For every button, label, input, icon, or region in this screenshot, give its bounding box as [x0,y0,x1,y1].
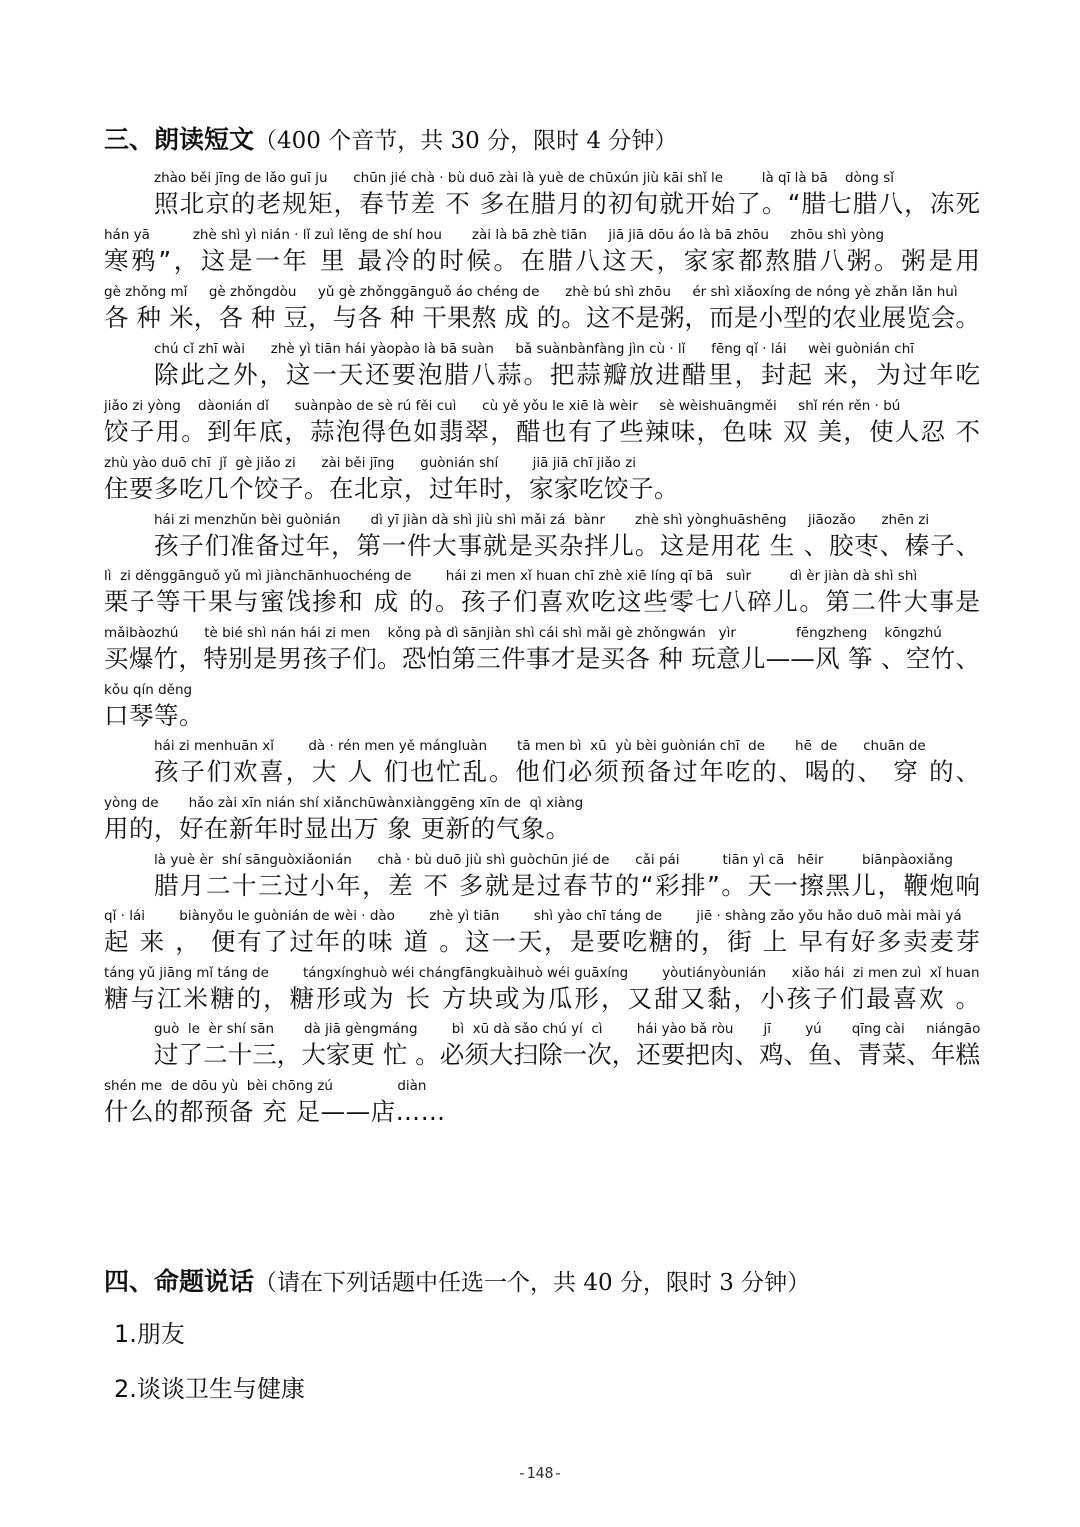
pinyin-row: yòng de hǎo zài xīn nián shí xiǎnchūwànxiànggēng xīn de qì xiàng [104,795,584,811]
section-3-heading [104,120,677,156]
pinyin-row: hái zi menhuān xǐ dà · rén men yě mángluàn tā men bì xū yù bèi guònián chī de hē de chuān de [154,738,926,754]
pinyin-row: hán yā zhè shì yì nián · lǐ zuì lěng de shí hou zài là bā zhè tiān jiā jiā dōu áo là bā zhōu zhōu shì yòng [104,227,885,243]
hanzi-row: 用的，好在新年时显出万 象 更新的气象。 [104,814,571,843]
pinyin-row: táng yǔ jiāng mǐ táng de tángxínghuò wéi chángfāngkuàihuò wéi guāxíng yòutiányòunián xiǎo hái zi men zuì xǐ huan [104,965,980,981]
hanzi-row: 过了二十三，大家更 忙 。必须大扫除一次，还要把肉、鸡、鱼、青菜、年糕 [154,1040,980,1069]
pinyin-row: jiǎo zi yòng dàonián dǐ suànpào de sè rú fěi cuì cù yě yǒu le xiē là wèir sè wèishuāngměi shǐ rén rěn · bú [104,398,901,414]
pinyin-row: là yuè èr shí sānguòxiǎonián chà · bù duō jiù shì guòchūn jié de cǎi pái tiān yì cā hēir biānpàoxiǎng [154,852,953,868]
pinyin-row: gè zhǒng mǐ gè zhǒngdòu yǔ gè zhǒnggānguǒ áo chéng de zhè bú shì zhōu ér shì xiǎoxíng de nóng yè zhǎn lǎn huì [104,284,958,300]
pinyin-row: lì zi děnggānguǒ yǔ mì jiànchānhuochéng de hái zi men xǐ huan chī zhè xiē líng qī bā suìr dì èr jiàn dà shì shì [104,568,918,584]
passage-line [104,227,980,283]
topic-item: 2.谈谈卫生与健康 [114,1375,305,1403]
passage-line [104,284,980,340]
passage-line [104,682,980,738]
passage-line [154,852,980,908]
pinyin-row: mǎibàozhú tè bié shì nán hái zi men kǒng pà dì sānjiàn shì cái shì mǎi gè zhǒngwán yìr fēngzheng kōngzhú [104,625,942,641]
section-3-title: 三、朗读短文 [104,125,255,154]
passage-line [104,398,980,454]
hanzi-row: 买爆竹，特别是男孩子们。恐怕第三件事才是买各 种 玩意儿——风 筝 、空竹、 [104,644,980,673]
hanzi-row: 寒鸦”，这是一年 里 最冷的时候。在腊八这天，家家都熬腊八粥。粥是用 [104,246,980,275]
pinyin-row: qǐ · lái biànyǒu le guònián de wèi · dào zhè yì tiān shì yào chī táng de jiē · shàng zǎo yǒu hǎo duō mài mài yá [104,908,962,924]
passage-line [154,170,980,226]
hanzi-row: 口琴等。 [104,701,204,730]
pinyin-row: shén me de dōu yù bèi chōng zú diàn [104,1078,427,1094]
passage-line [104,795,980,851]
pinyin-row: hái zi menzhǔn bèi guònián dì yī jiàn dà shì jiù shì mǎi zá bànr zhè shì yònghuāshēng jiāozǎo zhēn zi [154,512,930,528]
section-3-subtitle: （400 个音节，共 30 分，限时 4 分钟） [254,128,678,154]
hanzi-row: 栗子等干果与蜜饯掺和 成 的。孩子们喜欢吃这些零七八碎儿。第二件大事是 [104,587,980,616]
passage-line [104,455,980,511]
hanzi-row: 腊月二十三过小年，差 不 多就是过春节的“彩排”。天一擦黑儿，鞭炮响 [154,871,980,900]
pinyin-row: guò le èr shí sān dà jiā gèngmáng bì xū dà sǎo chú yí cì hái yào bǎ ròu jī yú qīng cài niángāo [154,1021,981,1037]
section-4-title: 四、命题说话 [104,1267,255,1296]
pinyin-row: kǒu qín děng [104,682,193,698]
passage-line [104,965,980,1021]
hanzi-row: 饺子用。到年底，蒜泡得色如翡翠，醋也有了些辣味，色味 双 美，使人忍 不 [104,417,980,446]
section-4-subtitle: （请在下列话题中任选一个，共 40 分，限时 3 分钟） [254,1270,811,1296]
hanzi-row: 住要多吃几个饺子。在北京，过年时，家家吃饺子。 [104,474,679,503]
hanzi-row: 各 种 米，各 种 豆，与各 种 干果熬 成 的。这不是粥，而是小型的农业展览会。 [104,303,980,332]
pinyin-row: zhào běi jīng de lǎo guī ju chūn jié chà · bù duō zài là yuè de chūxún jiù kāi shǐ le là qī là bā dòng sǐ [154,170,894,186]
pinyin-row: chú cǐ zhī wài zhè yì tiān hái yàopào là bā suàn bǎ suànbànfàng jìn cù · lǐ fēng qǐ · lái wèi guònián chī [154,341,915,357]
passage-line [154,512,980,568]
hanzi-row: 孩子们准备过年，第一件大事就是买杂拌儿。这是用花 生 、胶枣、榛子、 [154,531,980,560]
hanzi-row: 照北京的老规矩，春节差 不 多在腊月的初旬就开始了。“腊七腊八，冻死 [154,189,980,218]
section-4-heading [104,1262,810,1298]
passage-line [154,738,980,794]
hanzi-row: 孩子们欢喜，大 人 们也忙乱。他们必须预备过年吃的、喝的、 穿 的、 [154,757,980,786]
pinyin-row: zhù yào duō chī jǐ gè jiǎo zi zài běi jīng guònián shí jiā jiā chī jiǎo zi [104,455,636,471]
hanzi-row: 糖与江米糖的，糖形或为 长 方块或为瓜形，又甜又黏，小孩子们最喜欢 。 [104,984,980,1013]
passage-line [104,568,980,624]
passage-line [154,341,980,397]
page-number: -148- [517,1464,563,1482]
passage-line [104,625,980,681]
topic-item: 1.朋友 [114,1320,185,1348]
hanzi-row: 起 来 ， 便有了过年的味 道 。这一天，是要吃糖的，街 上 早有好多卖麦芽 [104,927,980,956]
passage-line [104,1078,980,1134]
hanzi-row: 什么的都预备 充 足——店…… [104,1097,446,1126]
passage-line [154,1021,980,1077]
passage-line [104,908,980,964]
hanzi-row: 除此之外，这一天还要泡腊八蒜。把蒜瓣放进醋里，封起 来，为过年吃 [154,360,980,389]
